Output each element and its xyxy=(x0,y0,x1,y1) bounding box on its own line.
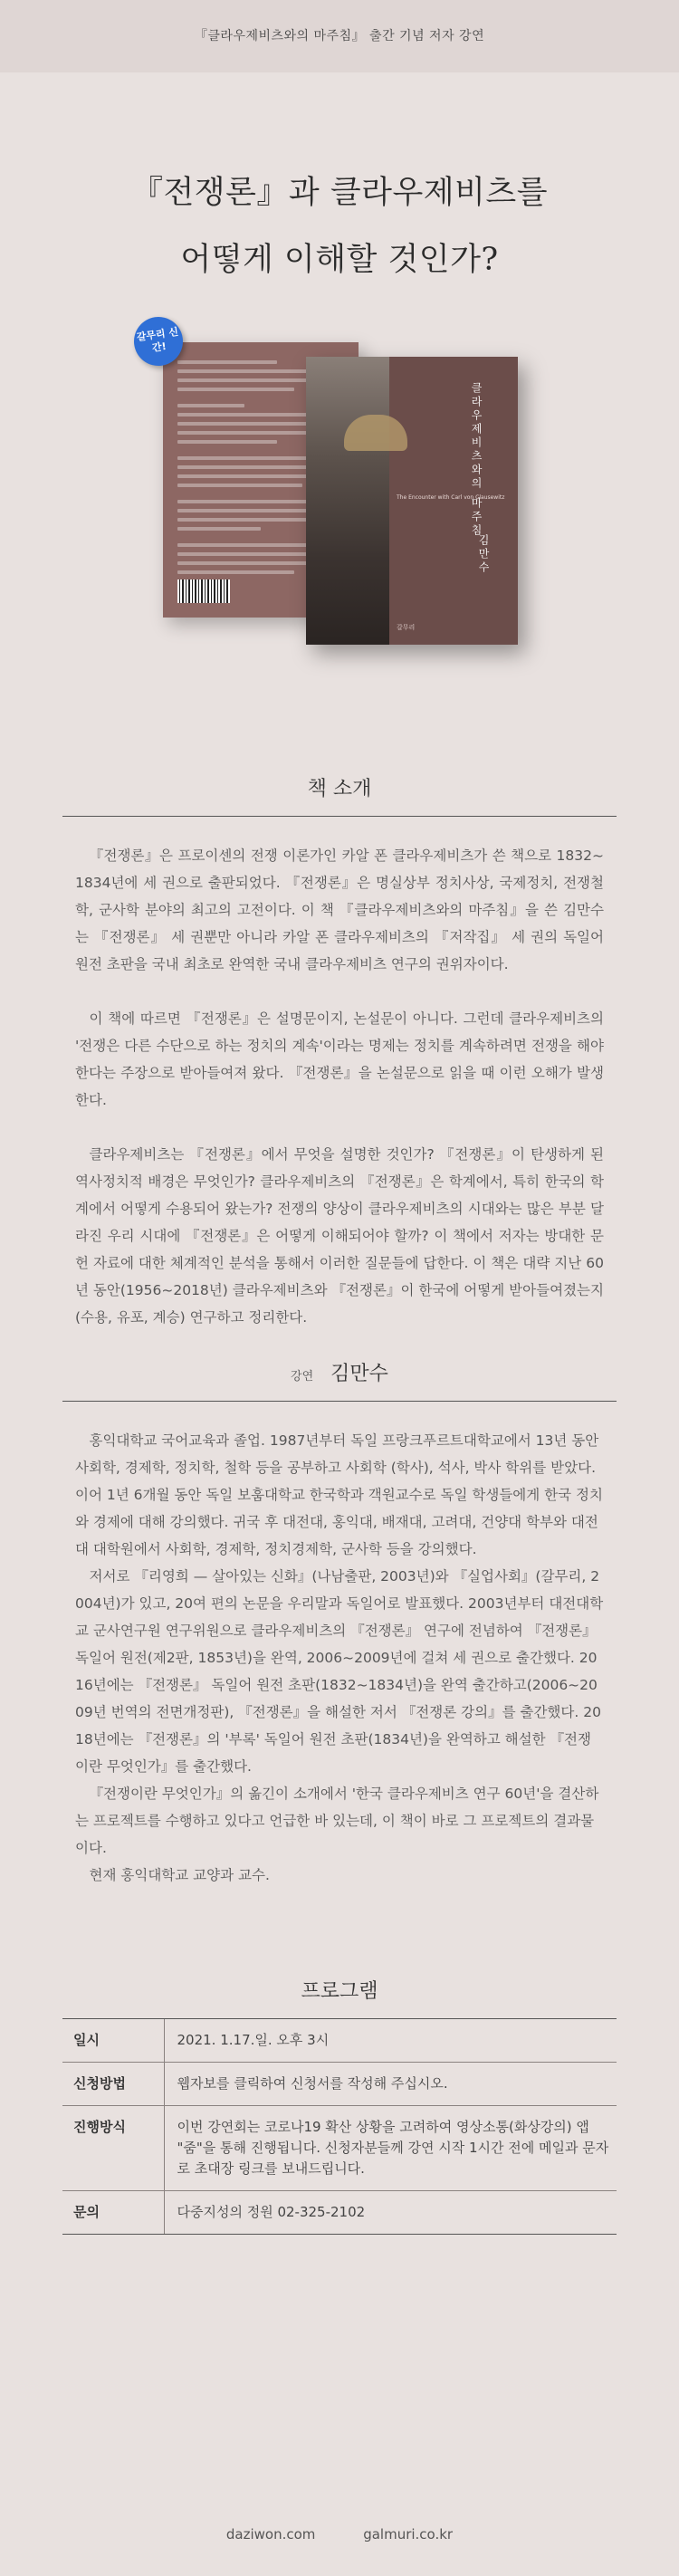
program-row-registration xyxy=(62,2063,617,2106)
book-front-cover xyxy=(306,357,518,645)
registration-value: 웹자보를 클릭하여 신청서를 작성해 주십시오. xyxy=(164,2063,617,2106)
speaker-role: 강연 xyxy=(291,1369,314,1384)
footer xyxy=(0,2526,679,2542)
intro-title: 책 소개 xyxy=(62,773,617,817)
speaker-title xyxy=(62,1358,617,1402)
program-row-format xyxy=(62,2106,617,2191)
book-publisher: 갈무리 xyxy=(397,624,416,631)
intro-paragraph-2: 이 책에 따르면 『전쟁론』은 설명문이지, 논설문이 아니다. 그런데 클라우제비츠의 '전쟁은 다른 수단으로 하는 정치의 계속'이라는 명제는 정치를 계속하려면 전쟁을 해야 한다는 주장으로 받아들여져 왔다. 『전쟁론』을 논설문으로 읽을 때 이런 오해가 발생한다. xyxy=(75,1010,604,1108)
date-value: 2021. 1.17.일. 오후 3시 xyxy=(164,2019,617,2063)
intro-paragraph-3: 클라우제비츠는 『전쟁론』에서 무엇을 설명한 것인가? 『전쟁론』이 탄생하게 된 역사정치적 배경은 무엇인가? 클라우제비츠의 『전쟁론』은 학계에서, 특히 한국의 학계에서 어떻게 수용되어 왔는가? 전쟁의 양상이 클라우제비츠의 시대와는 많은 부분 달라진 우리 시대에 『전쟁론』은 어떻게 이해되어야 할까? 이 책에서 저자는 방대한 문헌 자료에 대한 체계적인 분석을 통해서 이러한 질문들에 답한다. 이 책은 대략 지난 60년 동안(1956~2018년) 클라우제비츠와 『전쟁론』이 한국에 어떻게 받아들여졌는지(수용, 유포, 계승) 연구하고 정리한다. xyxy=(75,1146,604,1326)
date-label: 일시 xyxy=(62,2019,164,2063)
program-title: 프로그램 xyxy=(62,1976,617,2019)
speaker-paragraph-1: 홍익대학교 국어교육과 졸업. 1987년부터 독일 프랑크푸르트대학교에서 13년 동안 사회학, 경제학, 정치학, 철학 등을 공부하고 사회학 (학사), 석사, 박사 학위를 받았다. 이어 1년 6개월 동안 독일 보훔대학교 한국학과 객원교수로 독일 학생들에게 한국 정치와 경제에 대해 강의했다. 귀국 후 대전대, 홍익대, 배재대, 고려대, 건양대 학부와 대전대 대학원에서 사회학, 경제학, 정치경제학, 군사학 등을 강의했다. xyxy=(75,1432,604,1557)
contact-value: 다중지성의 정원 02-325-2102 xyxy=(164,2191,617,2235)
program-row-contact xyxy=(62,2191,617,2235)
program-table xyxy=(62,2019,617,2235)
book-title: 클라우제비츠와의 마주침 xyxy=(470,382,483,538)
top-banner xyxy=(0,0,679,72)
book-cover-illustration xyxy=(0,311,679,782)
program-row-date xyxy=(62,2019,617,2063)
banner-text: 『클라우제비츠와의 마주침』 출간 기념 저자 강연 xyxy=(194,29,485,43)
format-label: 진행방식 xyxy=(62,2106,164,2191)
epaulette-shape xyxy=(344,415,407,451)
headline-line-2: 어떻게 이해할 것인가? xyxy=(180,242,499,278)
headline xyxy=(0,159,679,293)
speaker-paragraph-4: 현재 홍익대학교 교양과 교수. xyxy=(89,1867,270,1883)
footer-link-galmuri[interactable]: galmuri.co.kr xyxy=(363,2526,454,2542)
intro-paragraph-1: 『전쟁론』은 프로이센의 전쟁 이론가인 카알 폰 클라우제비츠가 쓴 책으로 1832~1834년에 세 권으로 출판되었다. 『전쟁론』은 명실상부 정치사상, 국제정치, 전쟁철학, 군사학 분야의 최고의 고전이다. 이 책 『클라우제비츠와의 마주침』을 쓴 김만수는 『전쟁론』 세 권뿐만 아니라 카알 폰 클라우제비츠의 『저작집』 세 권의 독일어 원전 초판을 국내 최초로 완역한 국내 클라우제비츠 연구의 권위자이다. xyxy=(75,847,604,972)
speaker-bio xyxy=(75,1427,604,1889)
speaker-paragraph-3: 『전쟁이란 무엇인가』의 옮긴이 소개에서 '한국 클라우제비츠 연구 60년'을 결산하는 프로젝트를 수행하고 있다고 언급한 바 있는데, 이 책이 바로 그 프로젝트의 결과물이다. xyxy=(75,1786,599,1856)
speaker-paragraph-2: 저서로 『리영희 — 살아있는 신화』(나남출판, 2003년)와 『실업사회』(갈무리, 2004년)가 있고, 20여 편의 논문을 우리말과 독일어로 발표했다. 2003년부터 대전대학교 군사연구원 연구위원으로 클라우제비츠의 『전쟁론』 연구에 전념하여 『전쟁론』 독일어 원전(제2판, 1853년)을 완역, 2006~2009년에 걸쳐 세 권으로 출간했다. 2016년에는 『전쟁론』 독일어 원전 초판(1832~1834년)을 완역 출간하고(2006~2009년 번역의 전면개정판), 『전쟁론』을 해설한 저서 『전쟁론 강의』를 출간했다. 2018년에는 『전쟁론』의 '부록' 독일어 원전 초판(1834년)을 완역하고 해설한 『전쟁이란 무엇인가』를 출간했다. xyxy=(75,1568,604,1775)
speaker-name: 김만수 xyxy=(330,1363,388,1385)
badge-text: 갈무리 신간! xyxy=(136,325,179,354)
format-value: 이번 강연회는 코로나19 확산 상황을 고려하여 영상소통(화상강의) 앱 "줌"을 통해 진행됩니다. 신청자분들께 강연 시작 1시간 전에 메일과 문자로 초대장 링크를 보내드립니다. xyxy=(164,2106,617,2191)
barcode xyxy=(177,579,230,603)
footer-link-daziwon[interactable]: daziwon.com xyxy=(225,2526,316,2542)
clausewitz-portrait xyxy=(306,357,389,645)
headline-line-1: 『전쟁론』과 클라우제비츠를 xyxy=(130,175,549,211)
book-english-title: The Encounter with Carl von Clausewitz xyxy=(397,494,505,501)
book-author: 김만수 xyxy=(477,534,490,575)
registration-label: 신청방법 xyxy=(62,2063,164,2106)
intro-body xyxy=(75,842,604,1331)
contact-label: 문의 xyxy=(62,2191,164,2235)
